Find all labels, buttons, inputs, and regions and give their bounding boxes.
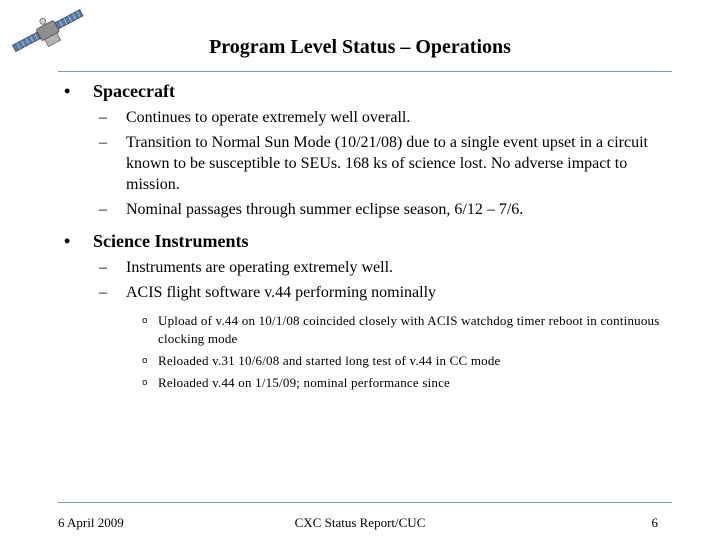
sub-list-item-text: Upload of v.44 on 10/1/08 coincided closely with ACIS watchdog timer reboot in continuous clocking mode <box>158 313 660 346</box>
sub-list-item <box>58 312 672 348</box>
list-item-text: Continues to operate extremely well overall. <box>126 109 411 126</box>
bullet-marker: • <box>64 81 71 101</box>
footer-divider <box>58 502 672 503</box>
list-item <box>58 107 672 128</box>
list-item <box>58 257 672 278</box>
list-item-text: Nominal passages through summer eclipse season, 6/12 – 7/6. <box>126 201 524 218</box>
footer-report-title: CXC Status Report/CUC <box>294 515 426 530</box>
list-item <box>58 282 672 303</box>
list-item-text: ACIS flight software v.44 performing nominally <box>126 284 437 301</box>
title-divider <box>58 71 672 72</box>
sub-list-item <box>58 374 672 392</box>
footer-date: 6 April 2009 <box>58 515 124 530</box>
circle-marker: o <box>142 316 148 326</box>
section-heading: Spacecraft <box>93 81 175 101</box>
section-spacecraft <box>58 79 672 103</box>
circle-marker: o <box>142 356 148 366</box>
section-heading: Science Instruments <box>93 231 249 251</box>
sub-list-item-text: Reloaded v.44 on 1/15/09; nominal performance since <box>158 375 451 390</box>
list-item-text: Instruments are operating extremely well. <box>126 259 394 276</box>
dash-marker: – <box>99 284 107 301</box>
bullet-marker: • <box>64 231 71 251</box>
list-item <box>58 132 672 195</box>
dash-marker: – <box>99 259 107 276</box>
dash-marker: – <box>99 201 107 218</box>
slide-title: Program Level Status – Operations <box>209 36 511 58</box>
sub-list-item-text: Reloaded v.31 10/6/08 and started long test of v.44 in CC mode <box>158 353 501 368</box>
dash-marker: – <box>99 109 107 126</box>
dash-marker: – <box>99 134 107 151</box>
sub-list-item <box>58 352 672 370</box>
list-item <box>58 199 672 220</box>
page-number: 6 <box>651 515 658 530</box>
list-item-text: Transition to Normal Sun Mode (10/21/08) due to a single event upset in a circuit known to be susceptible to SEUs. 168 ks of science lost. No adverse impact to mission. <box>126 134 648 193</box>
circle-marker: o <box>142 378 148 388</box>
slide-body <box>58 74 672 392</box>
section-science-instruments <box>58 229 672 253</box>
